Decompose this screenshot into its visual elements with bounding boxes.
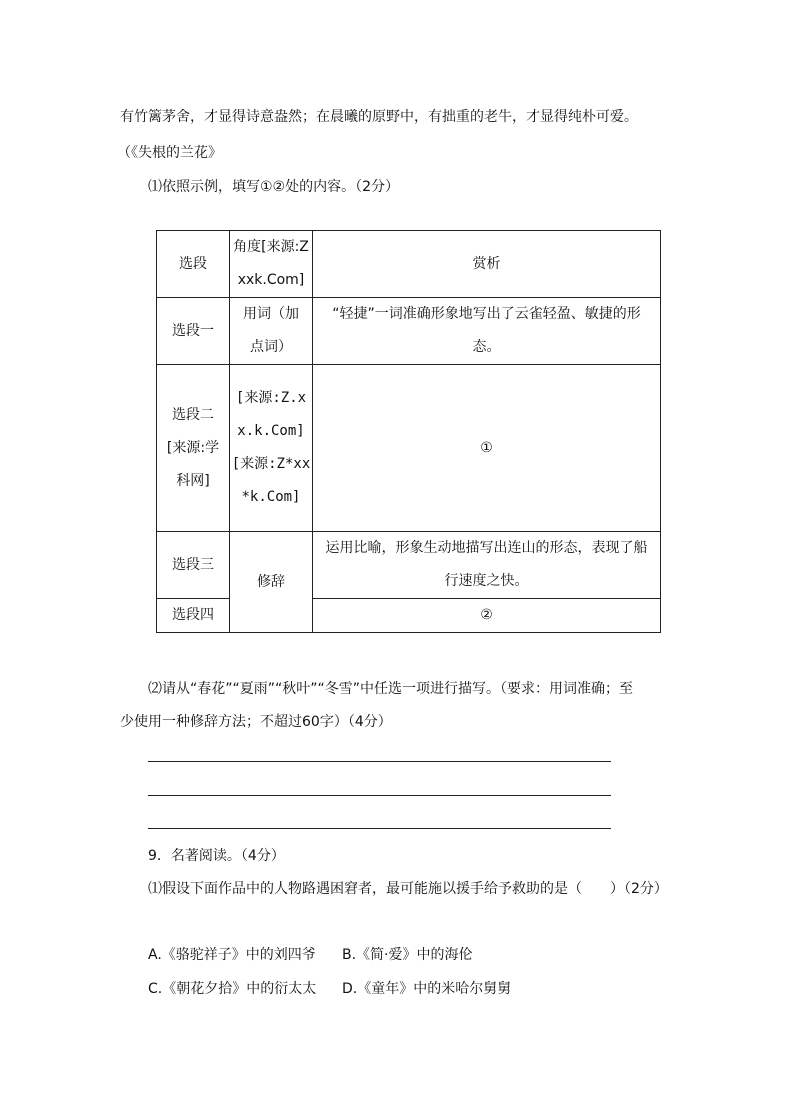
header-analysis: 赏析 xyxy=(313,231,661,298)
source-citation: （《失根的兰花》 xyxy=(117,145,222,161)
row3-analysis: 运用比喻，形象生动地描写出连山的形态，表现了船行速度之快。 xyxy=(313,532,661,599)
option-d: D.《童年》中的米哈尔舅舅 xyxy=(342,981,512,997)
question-9-title: 9．名著阅读。（4分） xyxy=(148,848,285,864)
option-c: C.《朝花夕拾》中的衍太太 xyxy=(148,981,317,997)
header-angle: 角度[来源:Zxxk.Com] xyxy=(230,231,313,298)
question-1-prompt: ⑴依照示例，填写①②处的内容。（2分） xyxy=(148,179,400,195)
row3-angle: 修辞 xyxy=(230,532,313,633)
row1-analysis: “轻捷”一词准确形象地写出了云雀轻盈、敏捷的形态。 xyxy=(313,298,661,365)
row3-segment: 选段三 xyxy=(157,532,230,599)
row1-segment: 选段一 xyxy=(157,298,230,365)
option-a: A.《骆驼祥子》中的刘四爷 xyxy=(148,947,316,963)
question-9-1-prompt: ⑴假设下面作品中的人物路遇困窘者，最可能施以援手给予救助的是（ ）（2分） xyxy=(148,881,668,897)
answer-line-1[interactable] xyxy=(148,761,611,762)
row1-angle: 用词（加点词） xyxy=(230,298,313,365)
row2-segment: 选段二[来源:学科网] xyxy=(157,365,230,532)
row4-analysis-blank-2: ② xyxy=(313,599,661,633)
question-2-prompt-line-2: 少使用一种修辞方法；不超过60字）（4分） xyxy=(120,714,392,730)
answer-line-3[interactable] xyxy=(148,828,611,829)
analysis-table xyxy=(156,230,661,633)
paragraph-line: 有竹篱茅舍，才显得诗意盎然；在晨曦的原野中，有拙重的老牛，才显得纯朴可爱。 xyxy=(120,109,638,125)
header-segment: 选段 xyxy=(157,231,230,298)
answer-line-2[interactable] xyxy=(148,795,611,796)
question-2-prompt-line-1: ⑵请从“春花”“夏雨”“秋叶”“冬雪”中任选一项进行描写。（要求：用词准确；至 xyxy=(148,681,634,697)
row4-segment: 选段四 xyxy=(157,599,230,633)
row2-angle-source: [来源:Z.xx.k.Com][来源:Z*xx*k.Com] xyxy=(230,365,313,532)
option-b: B.《简·爱》中的海伦 xyxy=(342,947,473,963)
row2-analysis-blank-1: ① xyxy=(313,365,661,532)
